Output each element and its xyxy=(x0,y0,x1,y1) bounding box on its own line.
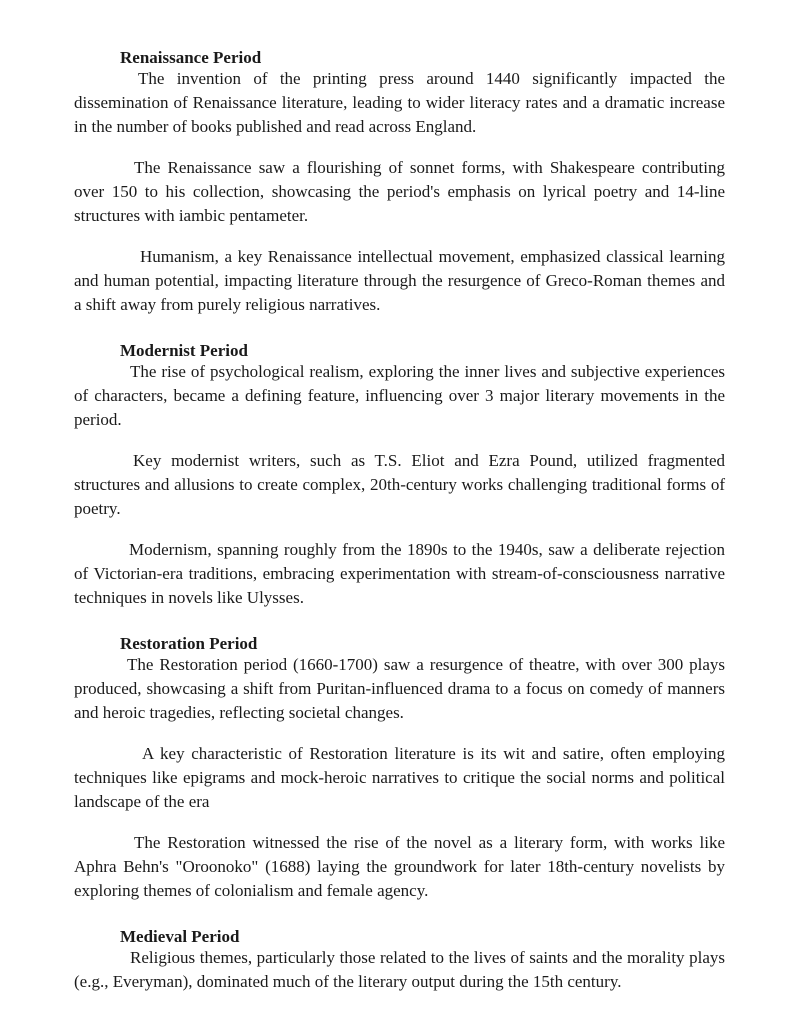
paragraph: Modernism, spanning roughly from the 1890s to the 1940s, saw a deliberate rejection of Victorian-era traditions, embracing experimentation with stream-of-consciousness narrative techniques in novels like Ulysses. xyxy=(74,540,725,608)
section-heading-renaissance: Renaissance Period xyxy=(120,48,262,67)
section-heading-modernist: Modernist Period xyxy=(120,341,248,360)
section-heading-restoration: Restoration Period xyxy=(120,634,258,653)
section-heading-medieval: Medieval Period xyxy=(120,927,240,946)
paragraph: Humanism, a key Renaissance intellectual movement, emphasized classical learning and human potential, impacting literature through the resurgence of Greco-Roman themes and a shift away from purely religious narratives. xyxy=(74,247,725,315)
paragraph: The Restoration period (1660-1700) saw a resurgence of theatre, with over 300 plays produced, showcasing a shift from Puritan-influenced drama to a focus on comedy of manners and heroic tragedies, reflecting societal changes. xyxy=(74,655,725,723)
paragraph: A key characteristic of Restoration literature is its wit and satire, often employing techniques like epigrams and mock-heroic narratives to critique the social norms and political landscape of the era xyxy=(74,744,725,812)
paragraph: The invention of the printing press around 1440 significantly impacted the dissemination of Renaissance literature, leading to wider literacy rates and a dramatic increase in the number of books published and read across England. xyxy=(74,69,725,137)
paragraph: Religious themes, particularly those related to the lives of saints and the morality plays (e.g., Everyman), dominated much of the literary output during the 15th century. xyxy=(74,948,725,992)
paragraph: The Restoration witnessed the rise of the novel as a literary form, with works like Aphra Behn's "Oroonoko" (1688) laying the groundwork for later 18th-century novelists by exploring themes of colonialism and female agency. xyxy=(74,833,725,901)
paragraph: The Renaissance saw a flourishing of sonnet forms, with Shakespeare contributing over 150 to his collection, showcasing the period's emphasis on lyrical poetry and 14-line structures with iambic pentameter. xyxy=(74,158,725,226)
paragraph: The rise of psychological realism, exploring the inner lives and subjective experiences of characters, became a defining feature, influencing over 3 major literary movements in the period. xyxy=(74,362,725,430)
paragraph: Key modernist writers, such as T.S. Eliot and Ezra Pound, utilized fragmented structures and allusions to create complex, 20th-century works challenging traditional forms of poetry. xyxy=(74,451,725,519)
